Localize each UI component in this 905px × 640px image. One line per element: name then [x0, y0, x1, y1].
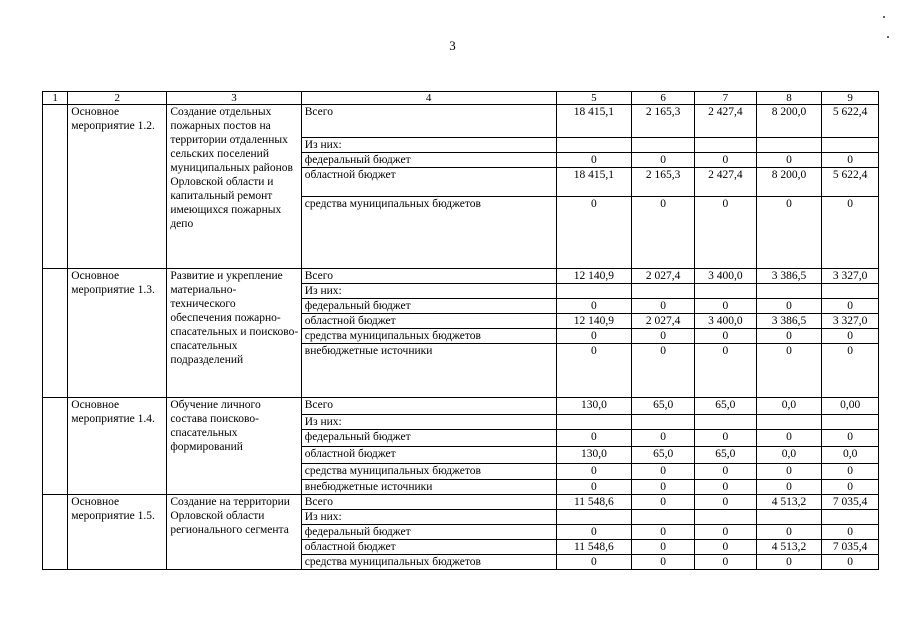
amount-cell: 0	[632, 525, 695, 540]
table-body	[43, 105, 879, 570]
amount-cell: 2 427,4	[694, 105, 756, 138]
amount-cell	[556, 284, 632, 299]
amount-cell: 0	[556, 299, 632, 314]
amount-cell: 2 027,4	[632, 269, 695, 284]
header-row	[43, 92, 879, 105]
amount-cell	[822, 510, 879, 525]
header-cell: 5	[556, 92, 632, 105]
amount-cell	[822, 138, 879, 153]
amount-cell: 0	[756, 197, 822, 269]
amount-cell: 0	[756, 480, 822, 495]
amount-cell: 65,0	[694, 398, 756, 415]
funding-source-cell: областной бюджет	[301, 168, 556, 197]
amount-cell	[632, 284, 695, 299]
amount-cell: 0	[556, 344, 632, 398]
event-name-cell: Основное мероприятие 1.2.	[68, 105, 167, 269]
funding-source-cell: Всего	[301, 269, 556, 284]
row-number-cell	[43, 495, 68, 570]
amount-cell: 4 513,2	[756, 495, 822, 510]
amount-cell: 7 035,4	[822, 495, 879, 510]
amount-cell: 2 165,3	[632, 168, 695, 197]
funding-source-cell: областной бюджет	[301, 314, 556, 329]
amount-cell: 0	[822, 299, 879, 314]
amount-cell	[556, 510, 632, 525]
table-row	[43, 398, 879, 415]
header-cell: 3	[167, 92, 301, 105]
funding-source-cell: внебюджетные источники	[301, 480, 556, 495]
amount-cell	[756, 284, 822, 299]
amount-cell: 0	[756, 555, 822, 570]
amount-cell: 11 548,6	[556, 540, 632, 555]
amount-cell: 0	[694, 197, 756, 269]
amount-cell	[556, 415, 632, 430]
amount-cell: 0	[632, 299, 695, 314]
amount-cell	[694, 415, 756, 430]
amount-cell: 0	[822, 430, 879, 447]
table-header	[43, 92, 879, 105]
amount-cell: 0	[756, 525, 822, 540]
amount-cell: 0	[756, 430, 822, 447]
funding-source-cell: федеральный бюджет	[301, 299, 556, 314]
funding-source-cell: Всего	[301, 105, 556, 138]
event-description-cell: Создание на территории Орловской области регионального сегмента	[167, 495, 301, 570]
amount-cell: 12 140,9	[556, 269, 632, 284]
event-name-cell: Основное мероприятие 1.3.	[68, 269, 167, 398]
amount-cell: 11 548,6	[556, 495, 632, 510]
amount-cell: 3 386,5	[756, 314, 822, 329]
amount-cell: 2 427,4	[694, 168, 756, 197]
amount-cell: 0	[694, 430, 756, 447]
funding-source-cell: средства муниципальных бюджетов	[301, 464, 556, 480]
amount-cell: 18 415,1	[556, 105, 632, 138]
amount-cell: 0	[694, 464, 756, 480]
row-number-cell	[43, 398, 68, 495]
amount-cell: 8 200,0	[756, 105, 822, 138]
amount-cell: 3 327,0	[822, 269, 879, 284]
funding-source-cell: средства муниципальных бюджетов	[301, 197, 556, 269]
event-description-cell: Обучение личного состава поисково-спасательных формирований	[167, 398, 301, 495]
amount-cell: 0	[556, 464, 632, 480]
amount-cell: 0	[556, 555, 632, 570]
header-cell: 9	[822, 92, 879, 105]
funding-source-cell: федеральный бюджет	[301, 525, 556, 540]
amount-cell	[756, 415, 822, 430]
amount-cell: 3 327,0	[822, 314, 879, 329]
event-description-cell: Создание отдельных пожарных постов на территории отдаленных сельских поселений муниципальных районов Орловской области и капитальный ремонт имеющихся пожарных депо	[167, 105, 301, 269]
amount-cell: 0	[822, 197, 879, 269]
amount-cell: 3 386,5	[756, 269, 822, 284]
header-cell: 1	[43, 92, 68, 105]
amount-cell	[756, 138, 822, 153]
amount-cell: 0	[756, 464, 822, 480]
funding-source-cell: средства муниципальных бюджетов	[301, 329, 556, 344]
amount-cell: 8 200,0	[756, 168, 822, 197]
funding-source-cell: Из них:	[301, 415, 556, 430]
amount-cell: 0	[556, 430, 632, 447]
amount-cell: 65,0	[694, 447, 756, 464]
header-cell: 7	[694, 92, 756, 105]
amount-cell: 0	[632, 555, 695, 570]
event-description-cell: Развитие и укрепление материально-технического обеспечения пожарно-спасательных и поисково-спасательных подразделений	[167, 269, 301, 398]
amount-cell: 7 035,4	[822, 540, 879, 555]
scan-specks	[881, 14, 891, 44]
amount-cell: 0	[556, 480, 632, 495]
amount-cell	[756, 510, 822, 525]
table-row	[43, 105, 879, 138]
amount-cell	[694, 510, 756, 525]
amount-cell: 0	[556, 329, 632, 344]
funding-source-cell: Из них:	[301, 510, 556, 525]
funding-source-cell: Из них:	[301, 284, 556, 299]
event-name-cell: Основное мероприятие 1.4.	[68, 398, 167, 495]
funding-source-cell: Всего	[301, 495, 556, 510]
amount-cell: 3 400,0	[694, 269, 756, 284]
amount-cell: 0	[822, 344, 879, 398]
amount-cell: 0	[694, 525, 756, 540]
amount-cell: 0	[632, 464, 695, 480]
budget-table	[42, 91, 879, 570]
amount-cell: 0	[756, 153, 822, 168]
header-cell: 8	[756, 92, 822, 105]
amount-cell: 5 622,4	[822, 105, 879, 138]
header-cell: 6	[632, 92, 695, 105]
amount-cell: 0	[822, 555, 879, 570]
header-cell: 4	[301, 92, 556, 105]
amount-cell: 0	[632, 540, 695, 555]
amount-cell	[556, 138, 632, 153]
amount-cell: 0	[694, 329, 756, 344]
funding-source-cell: областной бюджет	[301, 540, 556, 555]
amount-cell: 0	[632, 495, 695, 510]
funding-source-cell: средства муниципальных бюджетов	[301, 555, 556, 570]
amount-cell: 0	[556, 197, 632, 269]
amount-cell: 0	[694, 555, 756, 570]
amount-cell: 0	[694, 540, 756, 555]
amount-cell: 0	[694, 153, 756, 168]
amount-cell: 0	[632, 329, 695, 344]
amount-cell: 0,0	[822, 447, 879, 464]
amount-cell: 0	[756, 344, 822, 398]
amount-cell: 0	[694, 480, 756, 495]
amount-cell: 2 027,4	[632, 314, 695, 329]
amount-cell: 3 400,0	[694, 314, 756, 329]
amount-cell	[632, 510, 695, 525]
amount-cell: 0	[756, 329, 822, 344]
table-row	[43, 269, 879, 284]
funding-source-cell: Из них:	[301, 138, 556, 153]
amount-cell: 0,0	[756, 398, 822, 415]
amount-cell	[822, 415, 879, 430]
row-number-cell	[43, 105, 68, 269]
amount-cell: 65,0	[632, 398, 695, 415]
funding-source-cell: федеральный бюджет	[301, 153, 556, 168]
amount-cell: 0	[694, 344, 756, 398]
amount-cell: 0	[556, 525, 632, 540]
amount-cell: 0	[632, 344, 695, 398]
amount-cell	[822, 284, 879, 299]
amount-cell: 0	[756, 299, 822, 314]
amount-cell: 4 513,2	[756, 540, 822, 555]
amount-cell: 0	[632, 153, 695, 168]
amount-cell: 5 622,4	[822, 168, 879, 197]
amount-cell: 0	[632, 480, 695, 495]
amount-cell	[632, 415, 695, 430]
amount-cell: 0	[556, 153, 632, 168]
amount-cell: 2 165,3	[632, 105, 695, 138]
funding-source-cell: Всего	[301, 398, 556, 415]
amount-cell	[632, 138, 695, 153]
amount-cell	[694, 138, 756, 153]
funding-source-cell: областной бюджет	[301, 447, 556, 464]
amount-cell: 0	[694, 495, 756, 510]
amount-cell: 0	[632, 197, 695, 269]
page-number: 3	[449, 38, 456, 53]
amount-cell: 18 415,1	[556, 168, 632, 197]
amount-cell: 12 140,9	[556, 314, 632, 329]
amount-cell: 0,00	[822, 398, 879, 415]
amount-cell	[694, 284, 756, 299]
amount-cell: 0,0	[756, 447, 822, 464]
header-cell: 2	[68, 92, 167, 105]
event-name-cell: Основное мероприятие 1.5.	[68, 495, 167, 570]
amount-cell: 0	[822, 525, 879, 540]
row-number-cell	[43, 269, 68, 398]
funding-source-cell: внебюджетные источники	[301, 344, 556, 398]
amount-cell: 130,0	[556, 447, 632, 464]
amount-cell: 130,0	[556, 398, 632, 415]
amount-cell: 0	[822, 329, 879, 344]
amount-cell: 0	[822, 153, 879, 168]
amount-cell: 0	[694, 299, 756, 314]
amount-cell: 65,0	[632, 447, 695, 464]
amount-cell: 0	[822, 464, 879, 480]
amount-cell: 0	[632, 430, 695, 447]
table-row	[43, 495, 879, 510]
amount-cell: 0	[822, 480, 879, 495]
funding-source-cell: федеральный бюджет	[301, 430, 556, 447]
